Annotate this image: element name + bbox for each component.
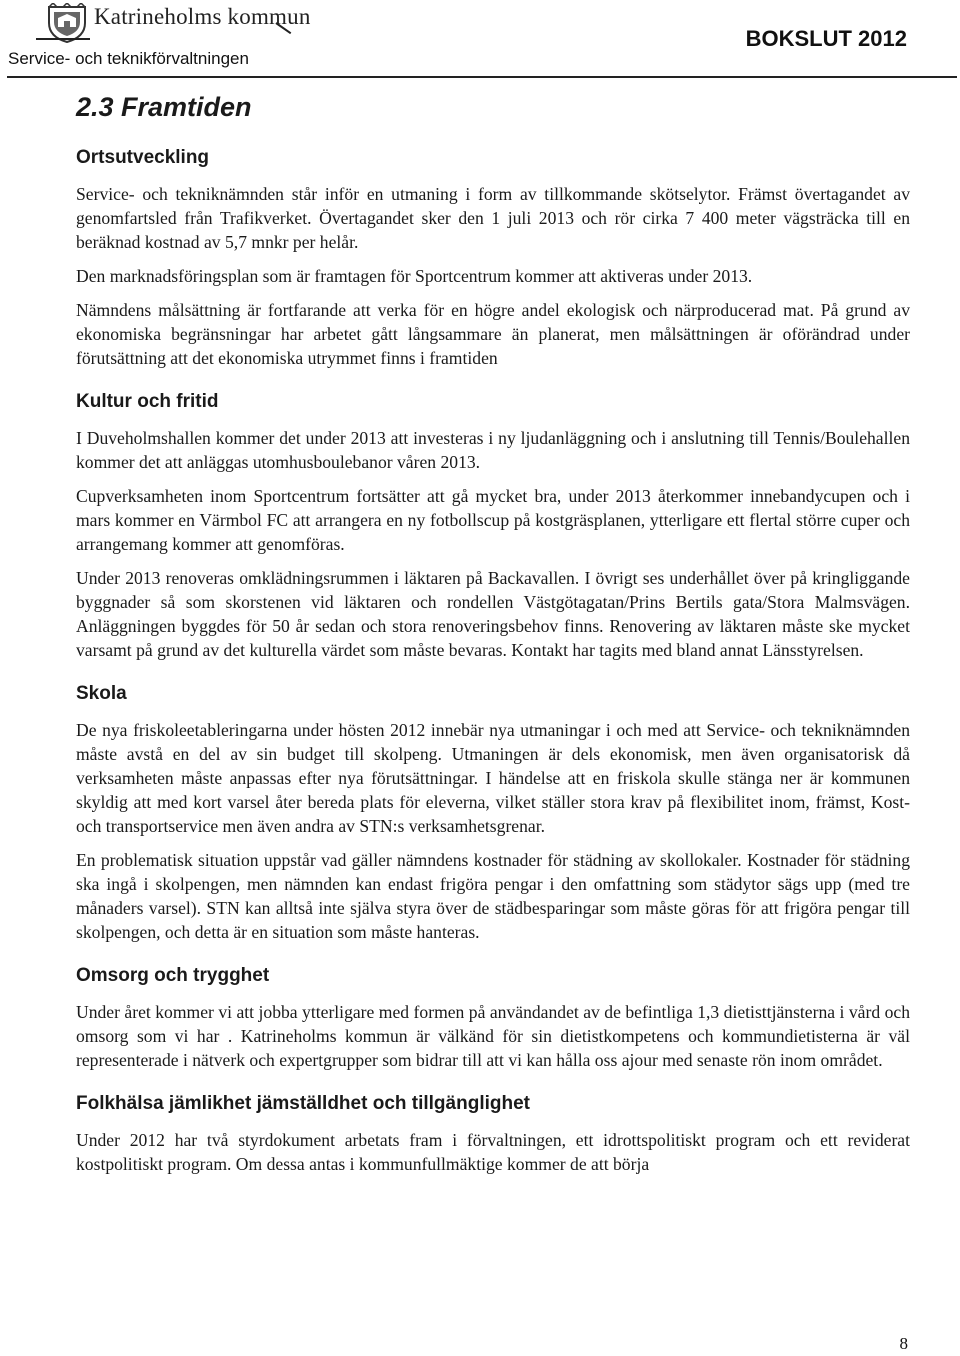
header-divider	[7, 76, 957, 78]
section-heading: Omsorg och trygghet	[76, 965, 270, 986]
document-body	[76, 90, 910, 1186]
department-name: Service- och teknikförvaltningen	[8, 49, 249, 68]
paragraph: De nya friskoleetableringarna under hösten 2012 innebär nya utmaningar i och med att Service- och tekniknämnden måste avstå en del av sin budget till skolpeng. Utmaningen är dels ekonomisk, men även organisatorisk då verksamheten måste anpassas efter nya förutsättningar. I händelse att en friskola skulle stänga ner är kommunen skyldig att med kort varsel åter bereda plats för eleverna, vilket ställer stora krav på flexibilitet inom, främst, Kost- och transportservice men även andra av STN:s verksamhetsgrenar.	[76, 720, 910, 836]
section-heading: Kultur och fritid	[76, 391, 219, 412]
page-number: 8	[899, 1334, 908, 1353]
section-kultur-och-fritid	[76, 390, 910, 662]
section-heading: Ortsutveckling	[76, 147, 210, 168]
section-folkhalsa	[76, 1092, 910, 1176]
paragraph: Cupverksamheten inom Sportcentrum fortsätter att gå mycket bra, under 2013 återkommer innebandycupen och i mars kommer en Värmbol FC att arrangera en ny fotbollscup på kostgräsplanen, ytterligare ett flertal större cuper och arrangemang kommer att genomföras.	[76, 486, 910, 554]
paragraph: En problematisk situation uppstår vad gäller nämndens kostnader för städning av skollokaler. Kostnader för städning ska ingå i skolpengen, men nämnden kan endast frigöra pengar i den omfattning som städytor sägs upp (med tre månaders varsel). STN kan alltså inte själva styra över de städbesparingar som måste göras för att frigöra pengar till skolpengen, och detta är en situation som måste hanteras.	[76, 850, 910, 942]
brand-underline	[36, 38, 90, 40]
page-header	[0, 0, 960, 80]
section-ortsutveckling	[76, 146, 910, 370]
section-skola	[76, 682, 910, 944]
section-heading: Folkhälsa jämlikhet jämställdhet och tillgänglighet	[76, 1093, 530, 1114]
municipality-name: Katrineholms kommun	[94, 4, 311, 29]
section-title: 2.3 Framtiden	[76, 92, 252, 122]
section-heading: Skola	[76, 683, 127, 704]
paragraph: Under 2013 renoveras omklädningsrummen i läktaren på Backavallen. I övrigt ses underhållet över på kringliggande byggnader så som skorstenen vid läktaren och rondellen Västgötagatan/Prins Bertils gata/Stora Malmsvägen. Anläggningen byggdes för 50 år sedan och stora renoveringsbehov finns. Renovering av läktaren måste ske mycket varsamt på grund av det kulturella värdet som måste bevaras. Kontakt har tagits med bland annat Länsstyrelsen.	[76, 568, 910, 660]
paragraph: I Duveholmshallen kommer det under 2013 att investeras i ny ljudanläggning och i anslutning till Tennis/Boulehallen kommer det att anläggas utomhusboulebanor våren 2013.	[76, 428, 910, 472]
paragraph: Under 2012 har två styrdokument arbetats fram i förvaltningen, ett idrottspolitiskt program och ett reviderat kostpolitiskt program. Om dessa antas i kommunfullmäktige kommer de att börja	[76, 1130, 910, 1174]
section-omsorg-och-trygghet	[76, 964, 910, 1072]
paragraph: Under året kommer vi att jobba ytterligare med formen på användandet av de befintliga 1,3 dietisttjänsterna i vård och omsorg som vi har . Katrineholms kommun är välkänd för sin dietistkompetens och kommundietisterna är väl representerade i nätverk och expertgrupper som bidrar till att vi kan hålla oss ajour med senaste rön inom området.	[76, 1002, 910, 1070]
municipal-crest-icon	[44, 3, 90, 43]
paragraph: Service- och tekniknämnden står inför en utmaning i form av tillkommande skötselytor. Främst övertagandet av genomfartsled från Trafikverket. Övertagandet sker den 1 juli 2013 och rör cirka 7 400 meter vägsträcka till en beräknad kostnad av 5,7 mnkr per helår.	[76, 184, 910, 252]
paragraph: Nämndens målsättning är fortfarande att verka för en högre andel ekologisk och närproducerad mat. På grund av ekonomiska begränsningar har arbetet gått långsammare än planerat, men målsättningen är oförändrad under förutsättning att det ekonomiska utrymmet finns i framtiden	[76, 300, 910, 368]
report-title: BOKSLUT 2012	[745, 26, 907, 51]
paragraph: Den marknadsföringsplan som är framtagen för Sportcentrum kommer att aktiveras under 2013.	[76, 266, 753, 286]
